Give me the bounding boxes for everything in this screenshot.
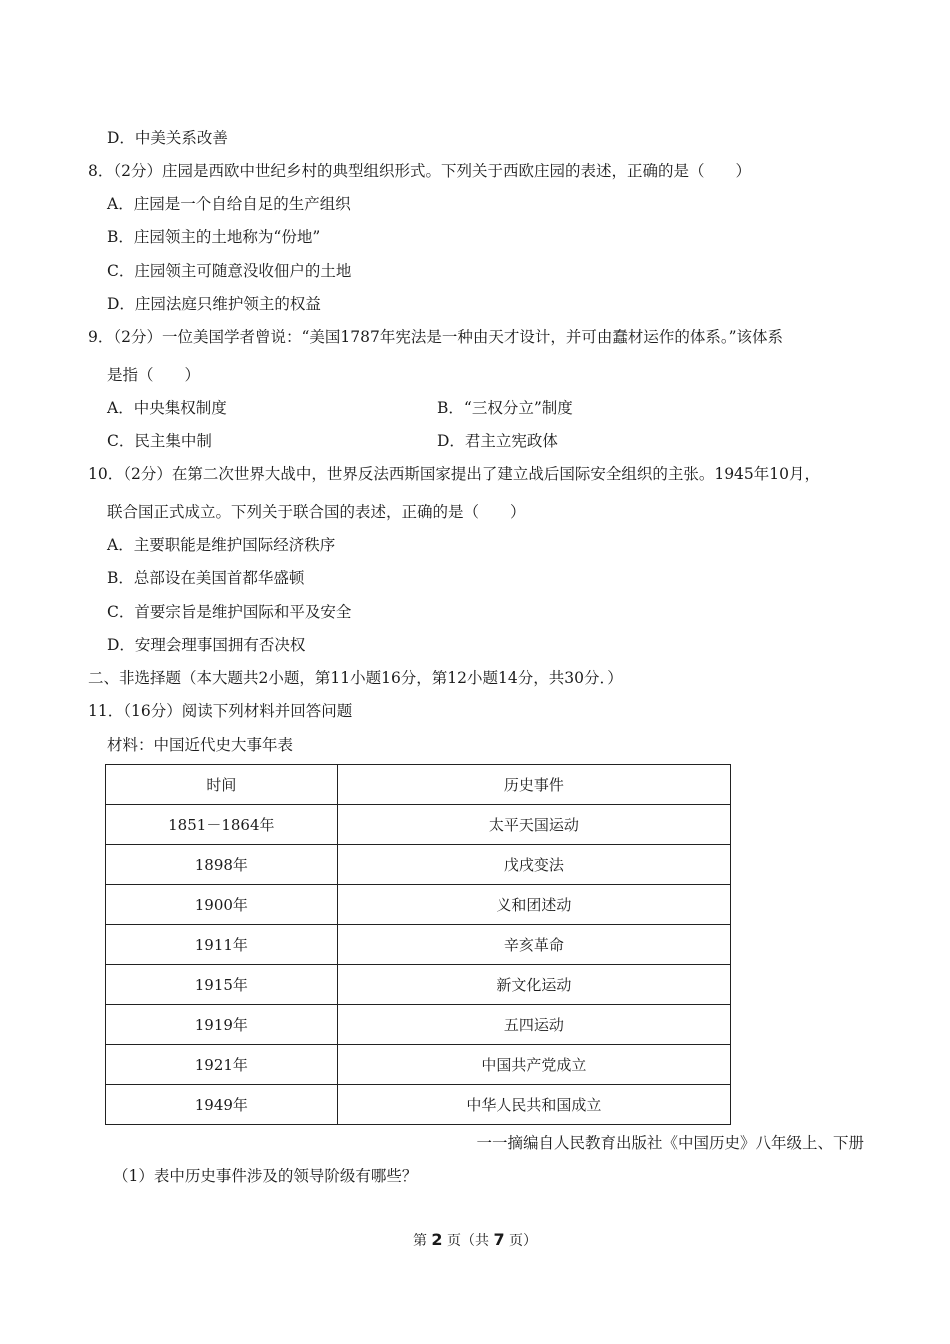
cell-time: 1900年	[106, 885, 338, 925]
cell-event: 中华人民共和国成立	[337, 1085, 730, 1125]
q8-option-d: D．庄园法庭只维护领主的权益	[107, 295, 321, 313]
footer-prefix: 第	[412, 1233, 427, 1249]
q9-option-d: D．君主立宪政体	[437, 432, 558, 450]
table-row	[106, 1085, 731, 1125]
cell-time: 1851－1864年	[106, 805, 338, 845]
q10-option-b: B．总部设在美国首都华盛顿	[107, 569, 305, 587]
table-row	[106, 805, 731, 845]
footer-page-number: 2	[431, 1230, 443, 1249]
footer-total-pages: 7	[493, 1230, 505, 1249]
q9-option-c: C．民主集中制	[107, 432, 212, 450]
q9-option-b: B．“三权分立”制度	[437, 399, 573, 417]
q9-stem-line1: 9．（2分）一位美国学者曾说：“美国1787年宪法是一种由天才设计，并可由蠢材运作的体系。”该体系	[88, 328, 784, 346]
footer-suffix: 页）	[509, 1233, 538, 1249]
section-two-heading: 二、非选择题（本大题共2小题，第11小题16分，第12小题14分，共30分．）	[88, 669, 623, 687]
cell-event: 太平天国运动	[337, 805, 730, 845]
q11-subquestion-1: （1）表中历史事件涉及的领导阶级有哪些？	[113, 1167, 418, 1185]
q10-option-d: D．安理会理事国拥有否决权	[107, 636, 306, 654]
cell-time: 1911年	[106, 925, 338, 965]
cell-event: 义和团述动	[337, 885, 730, 925]
cell-event: 五四运动	[337, 1005, 730, 1045]
q8-option-c: C．庄园领主可随意没收佃户的土地	[107, 262, 352, 280]
q10-stem-line2: 联合国正式成立。下列关于联合国的表述，正确的是（ ）	[107, 503, 526, 521]
table-row	[106, 1005, 731, 1045]
events-table	[105, 764, 731, 1125]
table-source-citation: 一一摘编自人民教育出版社《中国历史》八年级上、下册	[476, 1134, 864, 1152]
cell-time: 1915年	[106, 965, 338, 1005]
cell-time: 1949年	[106, 1085, 338, 1125]
cell-time: 1919年	[106, 1005, 338, 1045]
q11-material-title: 材料：中国近代史大事年表	[107, 736, 294, 754]
q9-option-a: A．中央集权制度	[107, 399, 227, 417]
q9-stem-line2: 是指（ ）	[107, 366, 201, 384]
q10-option-c: C．首要宗旨是维护国际和平及安全	[107, 603, 352, 621]
table-row	[106, 845, 731, 885]
header-time: 时间	[106, 765, 338, 805]
page-footer	[0, 1230, 950, 1250]
q8-option-a: A．庄园是一个自给自足的生产组织	[107, 195, 351, 213]
cell-event: 戊戌变法	[337, 845, 730, 885]
q11-stem: 11．（16分）阅读下列材料并回答问题	[88, 702, 353, 720]
table-row	[106, 1045, 731, 1085]
table-row	[106, 965, 731, 1005]
cell-event: 辛亥革命	[337, 925, 730, 965]
q8-option-b: B．庄园领主的土地称为“份地”	[107, 228, 321, 246]
table-header-row	[106, 765, 731, 805]
cell-time: 1921年	[106, 1045, 338, 1085]
q7-option-d: D．中美关系改善	[107, 129, 228, 147]
cell-event: 中国共产党成立	[337, 1045, 730, 1085]
table-row	[106, 925, 731, 965]
table-row	[106, 885, 731, 925]
cell-time: 1898年	[106, 845, 338, 885]
header-event: 历史事件	[337, 765, 730, 805]
cell-event: 新文化运动	[337, 965, 730, 1005]
footer-middle: 页（共	[447, 1233, 489, 1249]
q10-option-a: A．主要职能是维护国际经济秩序	[107, 536, 336, 554]
q8-stem: 8．（2分）庄园是西欧中世纪乡村的典型组织形式。下列关于西欧庄园的表述，正确的是（ ）	[88, 162, 751, 180]
q10-stem-line1: 10．（2分）在第二次世界大战中，世界反法西斯国家提出了建立战后国际安全组织的主张。1945年10月，	[88, 465, 821, 483]
